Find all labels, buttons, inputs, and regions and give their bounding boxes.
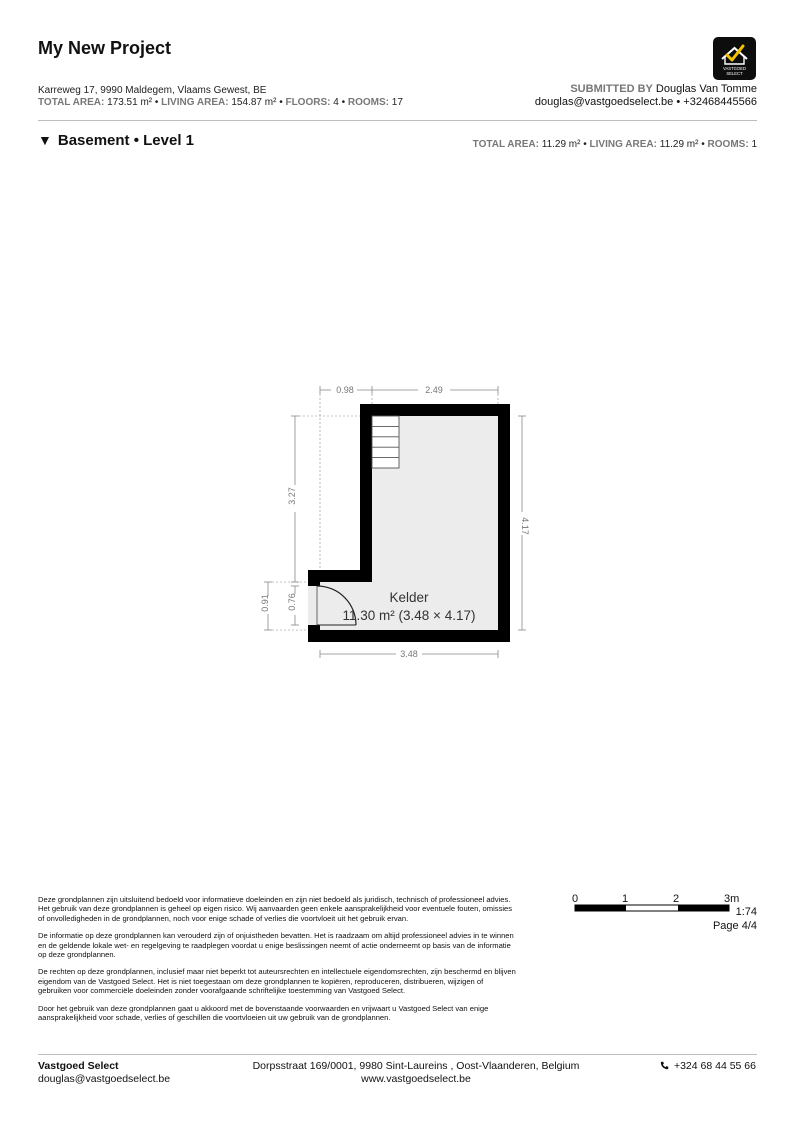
property-address: Karreweg 17, 9990 Maldegem, Vlaams Gewest, BE <box>38 85 267 96</box>
stairs <box>372 416 399 468</box>
level-living-area-label: LIVING AREA: <box>589 139 657 150</box>
wall-door-jamb-top <box>308 570 320 586</box>
page-number: Page 4/4 <box>712 920 757 932</box>
level-rooms-label: ROOMS: <box>707 139 749 150</box>
disclaimer-paragraph: De rechten op deze grondplannen, inclusief maar niet beperkt tot auteursrechten en intellectuele eigendomsrechten, zijn beschermd en blijven eigendom van de Vastgoed Select. Het is niet toegestaan om deze grondplannen te kopiëren, reproduceren, distribueren, wijzigen of gebruiken voor commerciële doeleinden zonder voorafgaande schriftelijke toestemming van Vastgoed Select. <box>38 967 516 996</box>
scale-bar-graphic <box>570 902 760 916</box>
disclaimer-paragraph: De informatie op deze grondplannen kan verouderd zijn of onjuistheden bevatten. Het is raadzaam om altijd professioneel advies in te winnen en de geldende lokale wet- en regelgeving te raadplegen voordat u enige beslissingen neemt of actie onderneemt op basis van de informatie op deze grondplannen. <box>38 931 514 960</box>
wall-bottom <box>308 630 510 642</box>
wall-right <box>498 404 510 642</box>
wall-top <box>360 404 510 416</box>
floors-label: FLOORS: <box>285 97 331 108</box>
disclaimer <box>38 895 518 1030</box>
total-area-label: TOTAL AREA: <box>38 97 105 108</box>
disclaimer-paragraph: Deze grondplannen zijn uitsluitend bedoeld voor informatieve doeleinden en zijn niet bedoeld als juridisch, technisch of professioneel advies. Het gebruik van deze grondplannen is geheel op eigen risico. Wij aanvaarden geen enkele aansprakelijkheid voor eventuele fouten, omissies of onvolledigheden in de grondplannen, noch voor enige schade of verlies die voortvloeit uit het gebruik ervan. <box>38 895 513 923</box>
level-rooms-value: 1 <box>751 139 757 150</box>
scale-label-2: 2 <box>673 893 680 905</box>
dim-left-upper: 3.27 <box>287 487 297 505</box>
level-stats: TOTAL AREA: 11.29 m² • LIVING AREA: 11.29 m² • ROOMS: 1 <box>472 139 757 150</box>
logo-text-line1: VASTGOED <box>723 66 746 71</box>
logo-text-line2: SELECT <box>726 70 743 76</box>
scale-ratio: 1:74 <box>735 906 757 918</box>
rooms-value: 17 <box>391 97 403 108</box>
dim-door-inner: 0.76 <box>287 593 297 611</box>
company-phone-text: +324 68 44 55 66 <box>673 1060 756 1072</box>
submitted-by-label: SUBMITTED BY <box>570 83 653 95</box>
scale-label-3: 3m <box>724 893 740 905</box>
room-area: 11.30 m² (3.48 × 4.17) <box>342 608 476 623</box>
submitted-by-name: Douglas Van Tomme <box>655 83 757 95</box>
scale-label-1: 1 <box>622 893 629 905</box>
wall-door-jamb-bottom <box>308 625 320 642</box>
company-address: Dorpsstraat 169/0001, 9980 Sint-Laureins , Oost-Vlaanderen, Belgium <box>252 1060 580 1072</box>
triangle-down-icon[interactable]: ▼ <box>38 132 52 148</box>
footer-divider <box>38 1054 757 1055</box>
dim-top-left: 0.98 <box>336 385 354 395</box>
wall-left-upper <box>360 404 372 582</box>
disclaimer-paragraph: Door het gebruik van deze grondplannen gaat u akkoord met de bovenstaande voorwaarden en vrijwaart u Vastgoed Select van enige aansprakelijkheid voor schade, verlies of geschillen die voortvloeien uit uw gebruik van de grondplannen. <box>38 1003 489 1023</box>
rooms-label: ROOMS: <box>347 97 389 108</box>
floors-value: 4 <box>333 97 339 108</box>
room-floor <box>308 404 510 642</box>
total-area-value: 173.51 m² <box>107 97 153 108</box>
dim-door-outer: 0.91 <box>260 594 270 612</box>
level-total-area-label: TOTAL AREA: <box>472 139 539 150</box>
contact-line: douglas@vastgoedselect.be • +32468445566 <box>534 96 757 108</box>
room-name: Kelder <box>389 590 429 605</box>
living-area-value: 154.87 m² <box>231 97 277 108</box>
dim-bottom: 3.48 <box>400 649 418 659</box>
level-total-area-value: 11.29 m² <box>541 139 581 150</box>
project-title: My New Project <box>38 38 172 58</box>
contact-phone[interactable]: +32468445566 <box>683 96 757 108</box>
contact-email[interactable]: douglas@vastgoedselect.be <box>534 96 674 108</box>
level-title-text: Basement • Level 1 <box>57 132 195 149</box>
company-phone[interactable] <box>660 1060 756 1072</box>
living-area-label: LIVING AREA: <box>161 97 229 108</box>
dim-top-right: 2.49 <box>425 385 443 395</box>
company-website[interactable]: www.vastgoedselect.be <box>361 1073 471 1085</box>
company-email[interactable]: douglas@vastgoedselect.be <box>38 1073 171 1085</box>
scale-label-0: 0 <box>572 893 579 905</box>
company-name: Vastgoed Select <box>38 1060 119 1072</box>
dim-right: 4.17 <box>520 517 530 535</box>
level-living-area-value: 11.29 m² <box>659 139 699 150</box>
phone-icon <box>660 1061 669 1070</box>
property-stats: TOTAL AREA: 173.51 m² • LIVING AREA: 154.87 m² • FLOORS: 4 • ROOMS: 17 <box>38 97 403 108</box>
